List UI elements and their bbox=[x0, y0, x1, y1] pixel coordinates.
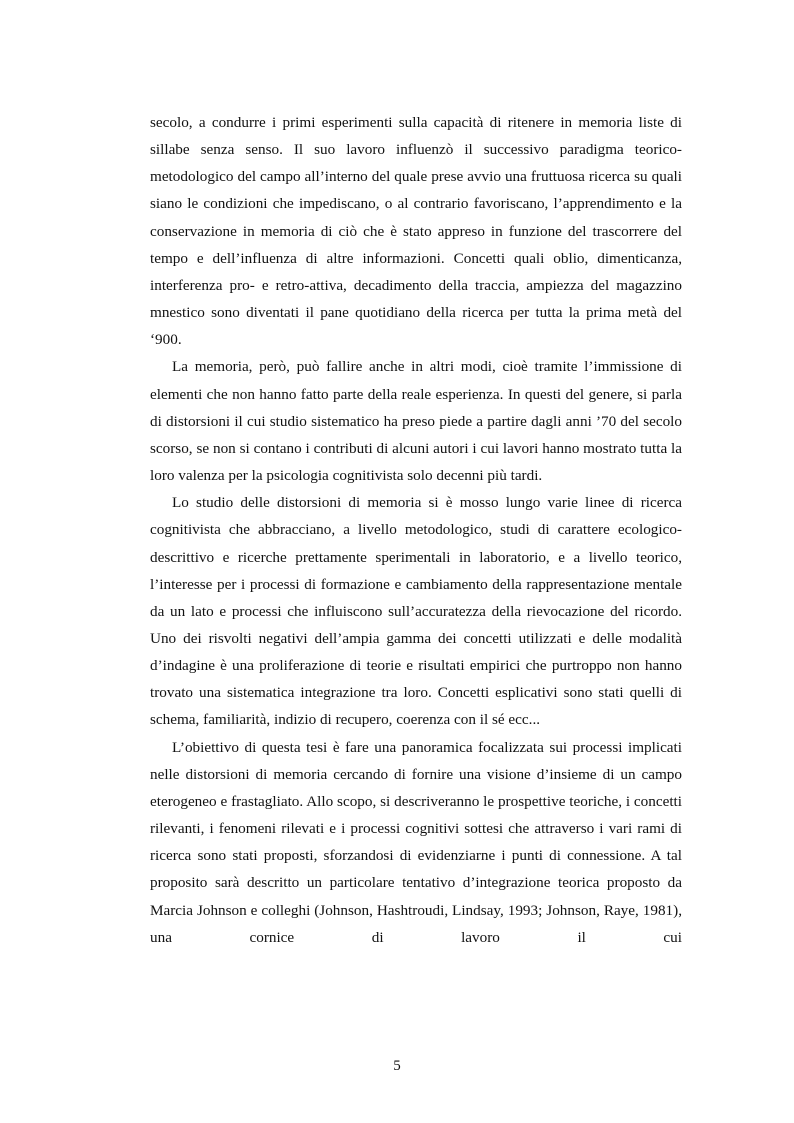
paragraph-4: L’obiettivo di questa tesi è fare una panoramica focalizzata sui processi implicati nelle distorsioni di memoria cercando di fornire una visione d’insieme di un campo eterogeneo e frastagliato. Allo scopo, si descriveranno le prospettive teoriche, i concetti rilevanti, i fenomeni rilevati e i processi cognitivi sottesi che attraverso i vari rami di ricerca sono stati proposti, sforzandosi di evidenziarne i punti di connessione. A tal proposito sarà descritto un particolare tentativo d’integrazione teorica proposto da Marcia Johnson e colleghi (Johnson, Hashtroudi, Lindsay, 1993; Johnson, Raye, 1981), una cornice di lavoro il cui bbox=[150, 738, 682, 946]
paragraph-3: Lo studio delle distorsioni di memoria si è mosso lungo varie linee di ricerca cognitivista che abbracciano, a livello metodologico, studi di carattere ecologico-descrittivo e ricerche prettamente sperimentali in laboratorio, e a livello teorico, l’interesse per i processi di formazione e cambiamento della rappresentazione mentale da un lato e processi che influiscono sull’accuratezza della rievocazione del ricordo. Uno dei risvolti negativi dell’ampia gamma dei concetti utilizzati e delle modalità d’indagine è una proliferazione di teorie e risultati empirici che purtroppo non hanno trovato una sistematica integrazione tra loro. Concetti esplicativi sono stati quelli di schema, familiarità, indizio di recupero, coerenza con il sé ecc... bbox=[150, 494, 682, 729]
paragraph-1: secolo, a condurre i primi esperimenti sulla capacità di ritenere in memoria liste di sillabe senza senso. Il suo lavoro influenzò il successivo paradigma teorico-metodologico del campo all’interno del quale prese avvio una fruttuosa ricerca su quali siano le condizioni che impediscano, o al contrario favoriscano, l’apprendimento e la conservazione in memoria di ciò che è stato appreso in funzione del trascorrere del tempo e dell’influenza di altre informazioni. Concetti quali oblio, dimenticanza, interferenza pro- e retro-attiva, decadimento della traccia, ampiezza del magazzino mnestico sono diventati il pane quotidiano della ricerca per tutta la prima metà del ‘900. bbox=[150, 114, 682, 349]
paragraph-2: La memoria, però, può fallire anche in altri modi, cioè tramite l’immissione di elementi che non hanno fatto parte della reale esperienza. In questi del genere, si parla di distorsioni il cui studio sistematico ha preso piede a partire dagli anni ’70 del secolo scorso, se non si contano i contributi di alcuni autori i cui lavori hanno mostrato tutta la loro valenza per la psicologia cognitivista solo decenni più tardi. bbox=[150, 358, 682, 485]
body-text bbox=[150, 109, 682, 951]
page-number: 5 bbox=[393, 1058, 401, 1074]
